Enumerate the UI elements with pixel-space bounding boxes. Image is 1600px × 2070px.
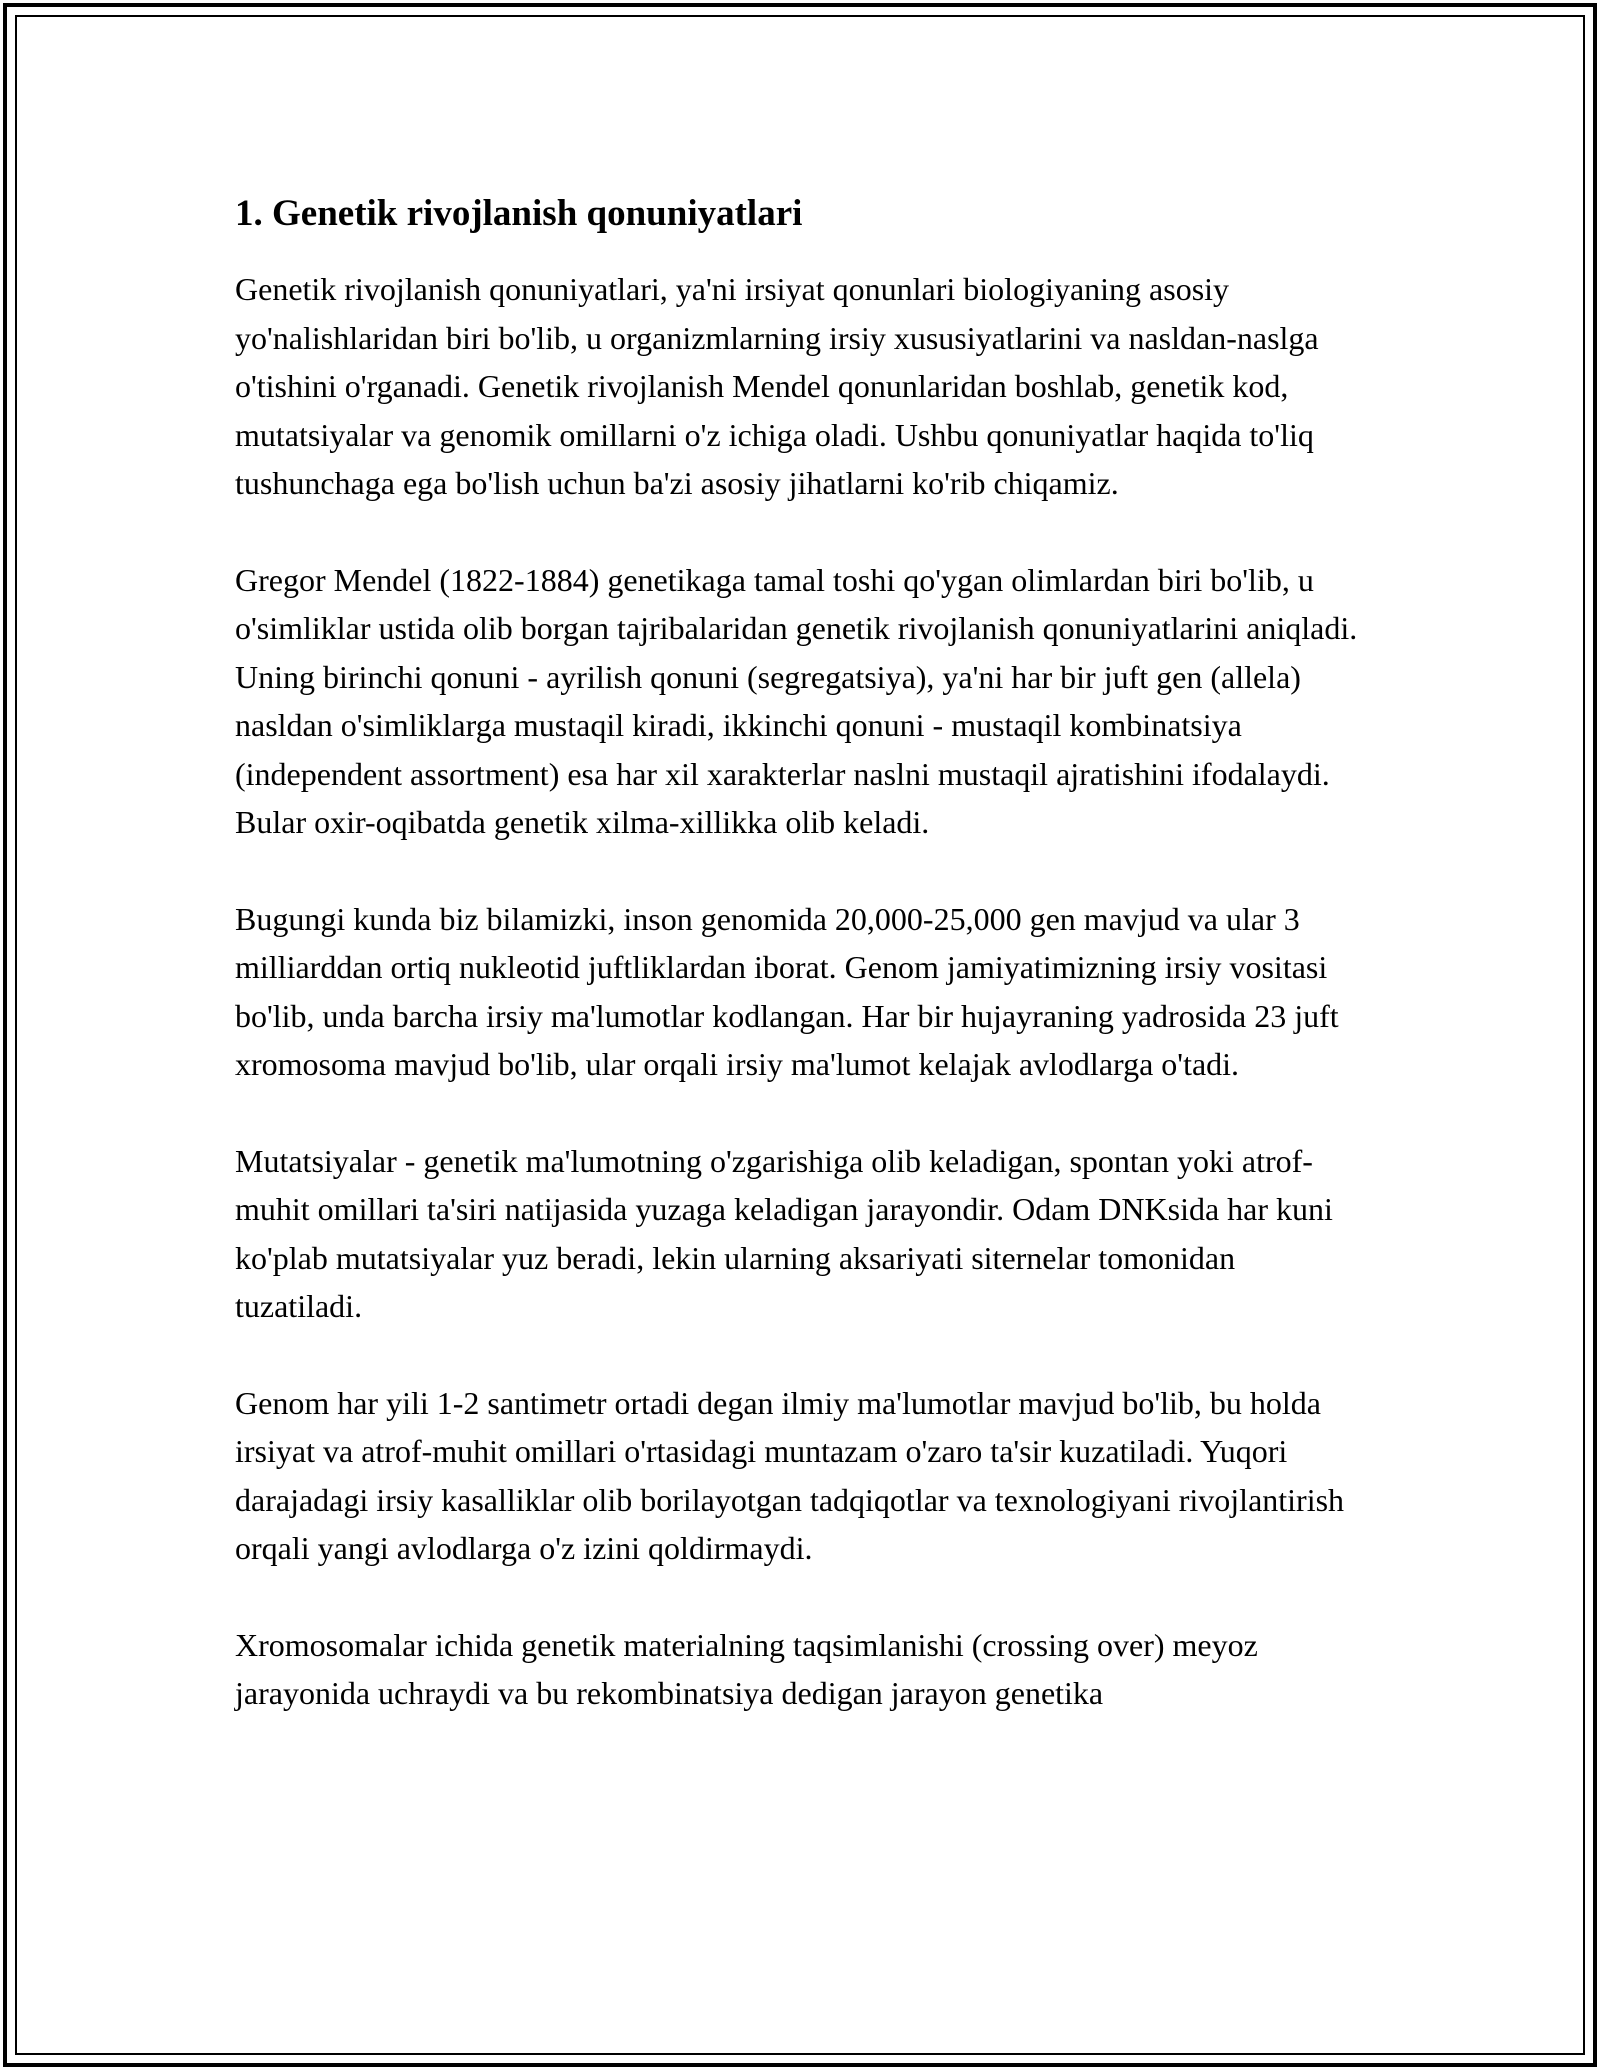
paragraph-intro: Genetik rivojlanish qonuniyatlari, ya'ni irsiyat qonunlari biologiyaning asosiy yo'nalishlaridan biri bo'lib, u organizmlarning irsiy xususiyatlarini va nasldan-naslga o'tishini o'rganadi. Genetik rivojlanish Mendel qonunlaridan boshlab, genetik kod, mutatsiyalar va genomik omillarni o'z ichiga oladi. Ushbu qonuniyatlar haqida to'liq tushunchaga ega bo'lish uchun ba'zi asosiy jihatlarni ko'rib chiqamiz. (235, 271, 1319, 501)
paragraph-crossing-over: Xromosomalar ichida genetik materialning taqsimlanishi (crossing over) meyoz jarayonida uchraydi va bu rekombinatsiya dedigan jarayon genetika (235, 1626, 1258, 1711)
document-body (235, 186, 1370, 1766)
paragraph-genome: Bugungi kunda biz bilamizki, inson genomida 20,000-25,000 gen mavjud va ular 3 milliarddan ortiq nukleotid juftliklardan iborat. Genom jamiyatimizning irsiy vositasi bo'lib, unda barcha irsiy ma'lumotlar kodlangan. Har bir hujayraning yadrosida 23 juft xromosoma mavjud bo'lib, ular orqali irsiy ma'lumot kelajak avlodlarga o'tadi. (235, 900, 1339, 1082)
paragraph-genome-growth: Genom har yili 1-2 santimetr ortadi degan ilmiy ma'lumotlar mavjud bo'lib, bu holda irsiyat va atrof-muhit omillari o'rtasidagi muntazam o'zaro ta'sir kuzatiladi. Yuqori darajadagi irsiy kasalliklar olib borilayotgan tadqiqotlar va texnologiyani rivojlantirish orqali yangi avlodlarga o'z izini qoldirmaydi. (235, 1384, 1345, 1566)
paragraph-mutations: Mutatsiyalar - genetik ma'lumotning o'zgarishiga olib keladigan, spontan yoki atrof-muhit omillari ta'siri natijasida yuzaga keladigan jarayondir. Odam DNKsida har kuni ko'plab mutatsiyalar yuz beradi, lekin ularning aksariyati siternelar tomonidan tuzatiladi. (235, 1142, 1333, 1324)
paragraph-mendel: Gregor Mendel (1822-1884) genetikaga tamal toshi qo'ygan olimlardan biri bo'lib, u o'simliklar ustida olib borgan tajribalaridan genetik rivojlanish qonuniyatlarini aniqladi. Uning birinchi qonuni - ayrilish qonuni (segregatsiya), ya'ni har bir juft gen (allela) nasldan o'simliklarga mustaqil kiradi, ikkinchi qonuni - mustaqil kombinatsiya (independent assortment) esa har xil xarakterlar naslni mustaqil ajratishini ifodalaydi. Bular oxir-oqibatda genetik xilma-xillikka olib keladi. (235, 561, 1358, 840)
section-heading: 1. Genetik rivojlanish qonuniyatlari (235, 193, 803, 234)
